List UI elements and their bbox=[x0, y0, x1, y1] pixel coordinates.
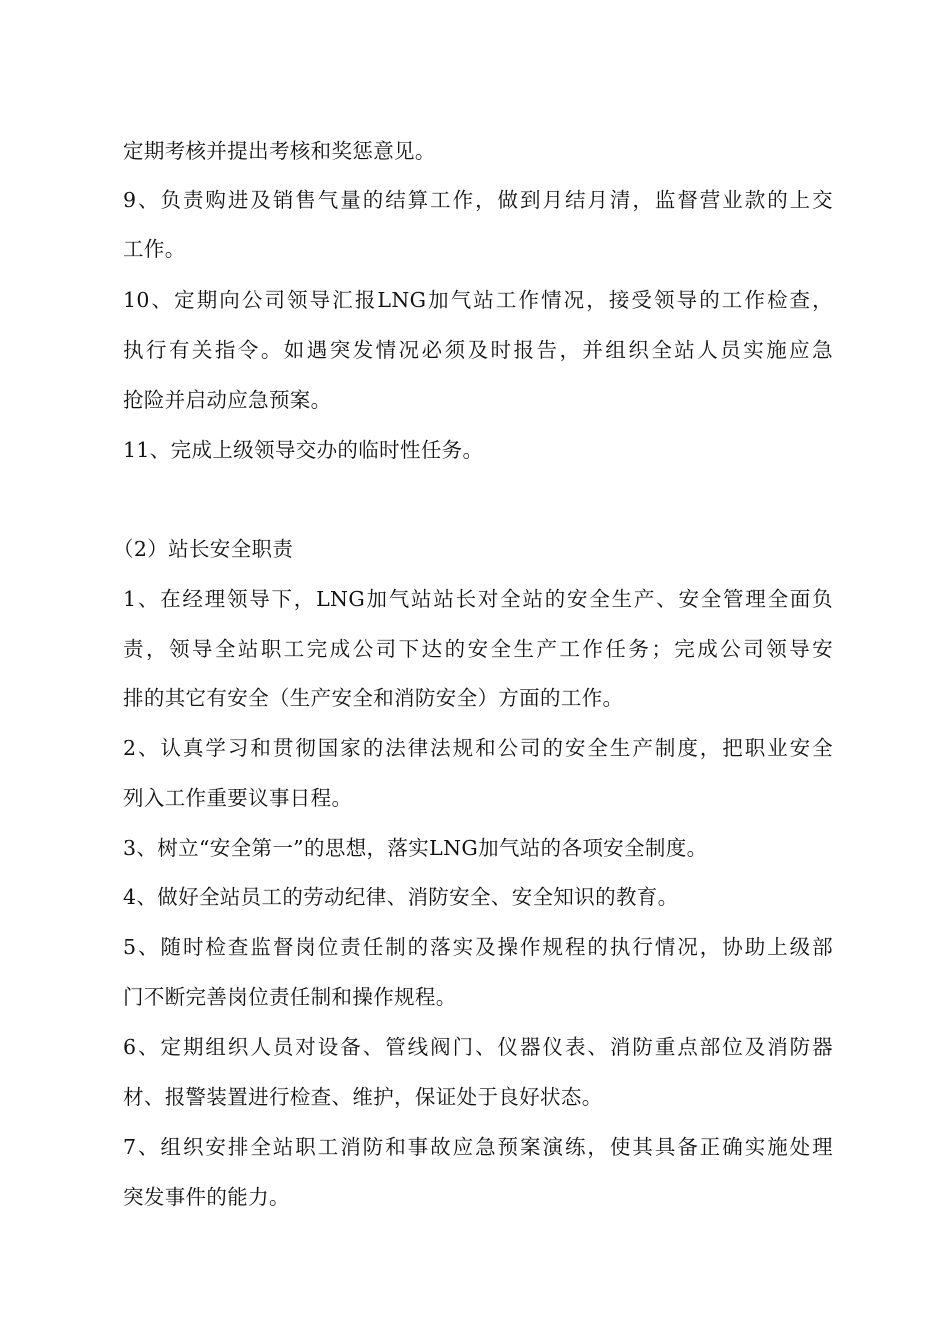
paragraph-line: 材、报警装置进行检查、维护，保证处于良好状态。 bbox=[123, 1085, 603, 1109]
paragraph-line: 排的其它有安全（生产安全和消防安全）方面的工作。 bbox=[123, 686, 624, 710]
paragraph-line: 9、负责购进及销售气量的结算工作，做到月结月清，监督营业款的上交 bbox=[123, 188, 833, 212]
paragraph-line: 责，领导全站职工完成公司下达的安全生产工作任务；完成公司领导安 bbox=[123, 637, 833, 661]
paragraph-line: 6、定期组织人员对设备、管线阀门、仪器仪表、消防重点部位及消防器 bbox=[123, 1035, 833, 1059]
paragraph-line: 门不断完善岗位责任制和操作规程。 bbox=[123, 985, 457, 1009]
paragraph-line: 执行有关指令。如遇突发情况必须及时报告，并组织全站人员实施应急 bbox=[123, 338, 833, 362]
paragraph-line: 突发事件的能力。 bbox=[123, 1185, 290, 1209]
paragraph-line: 抢险并启动应急预案。 bbox=[123, 388, 332, 412]
paragraph-line: 列入工作重要议事日程。 bbox=[123, 786, 353, 810]
paragraph-line: 定期考核并提出考核和奖惩意见。 bbox=[123, 139, 436, 163]
paragraph-line: 11、完成上级领导交办的临时性任务。 bbox=[123, 438, 484, 462]
paragraph-line: 7、组织安排全站职工消防和事故应急预案演练，使其具备正确实施处理 bbox=[123, 1135, 833, 1159]
paragraph-line: 1、在经理领导下，LNG加气站站长对全站的安全生产、安全管理全面负 bbox=[123, 587, 833, 611]
paragraph-line: 4、做好全站员工的劳动纪律、消防安全、安全知识的教育。 bbox=[123, 885, 679, 909]
paragraph-line: 5、随时检查监督岗位责任制的落实及操作规程的执行情况，协助上级部 bbox=[123, 935, 833, 959]
paragraph-line: 工作。 bbox=[123, 237, 186, 261]
paragraph-line: 10、定期向公司领导汇报LNG加气站工作情况，接受领导的工作检查， bbox=[123, 288, 833, 312]
section-heading: （2）站长安全职责 bbox=[113, 537, 294, 561]
paragraph-line: 2、认真学习和贯彻国家的法律法规和公司的安全生产制度，把职业安全 bbox=[123, 736, 833, 760]
paragraph-line: 3、树立“安全第一”的思想，落实LNG加气站的各项安全制度。 bbox=[123, 836, 708, 860]
